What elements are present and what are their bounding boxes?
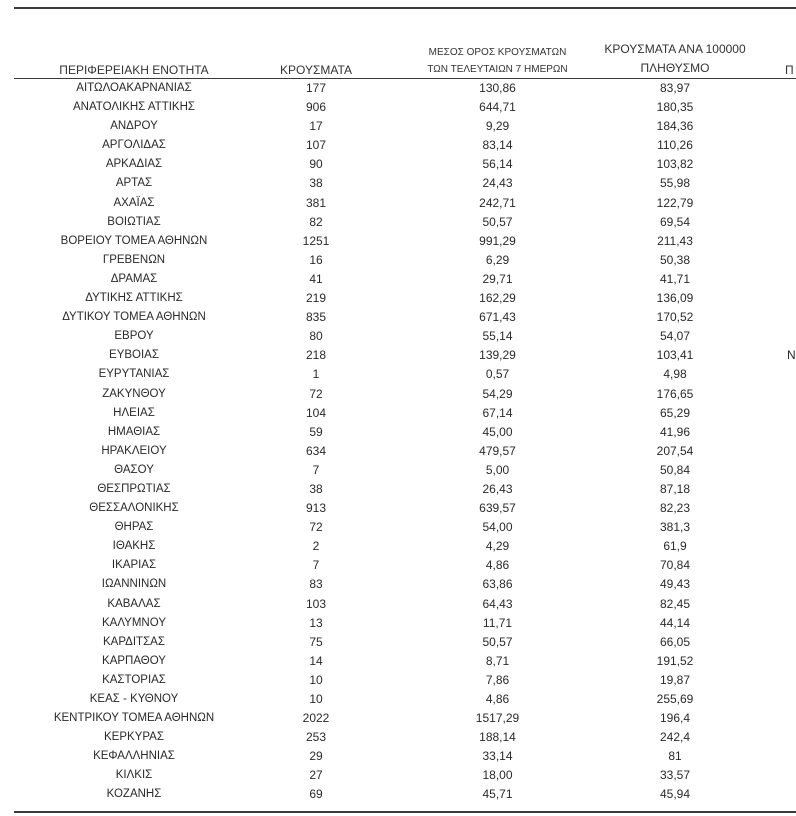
cell-per-100k: 55,98 xyxy=(659,176,691,191)
cell-avg-7-days: 50,57 xyxy=(482,214,513,229)
cell-cases: 75 xyxy=(309,634,323,649)
cell-region: ΘΕΣΣΑΛΟΝΙΚΗΣ xyxy=(89,502,179,515)
table-row xyxy=(0,79,796,98)
cell-region: ΑΝΑΤΟΛΙΚΗΣ ΑΤΤΙΚΗΣ xyxy=(72,101,195,114)
cell-avg-7-days: 29,71 xyxy=(482,271,513,286)
cell-cases: 72 xyxy=(309,520,323,535)
cell-per-100k: 191,52 xyxy=(656,653,694,668)
cell-avg-7-days: 479,57 xyxy=(479,443,516,458)
cell-per-100k: 196,4 xyxy=(659,711,691,726)
cell-region: ΕΥΒΟΙΑΣ xyxy=(109,349,159,362)
table-row xyxy=(0,98,796,117)
cell-cases: 41 xyxy=(309,271,323,286)
cell-region: ΚΕΦΑΛΛΗΝΙΑΣ xyxy=(93,750,175,763)
cell-per-100k: 69,54 xyxy=(659,214,691,229)
cell-region: ΗΡΑΚΛΕΙΟΥ xyxy=(101,444,167,457)
table-row xyxy=(0,537,796,556)
table-row xyxy=(0,174,796,193)
cell-region: ΔΥΤΙΚΗΣ ΑΤΤΙΚΗΣ xyxy=(85,292,183,305)
cell-per-100k: 176,65 xyxy=(656,386,694,401)
cell-region: ΚΑΒΑΛΑΣ xyxy=(107,597,161,610)
header-extra-partial: Π xyxy=(785,63,794,77)
cell-cases: 14 xyxy=(309,653,323,668)
cell-per-100k: 4,98 xyxy=(663,367,687,382)
cell-per-100k: 50,84 xyxy=(659,462,691,477)
cell-avg-7-days: 991,29 xyxy=(479,233,516,248)
cell-cases: 219 xyxy=(305,291,327,306)
cell-per-100k: 61,9 xyxy=(663,539,687,554)
header-per-line2: ΠΛΗΘΥΣΜΟ xyxy=(640,61,710,75)
cell-region: ΑΝΔΡΟΥ xyxy=(110,120,158,133)
table-row xyxy=(0,575,796,594)
cell-region: ΙΩΑΝΝΙΝΩΝ xyxy=(101,578,167,591)
cell-region: ΚΑΡΠΑΘΟΥ xyxy=(102,654,166,667)
bottom-rule xyxy=(14,811,796,813)
cell-region: ΚΕΑΣ - ΚΥΘΝΟΥ xyxy=(89,693,179,705)
cell-avg-7-days: 4,86 xyxy=(485,558,510,573)
cell-cases: 835 xyxy=(305,310,327,325)
cell-cases: 69 xyxy=(309,787,323,802)
cell-region: ΑΧΑΪΑΣ xyxy=(113,196,155,209)
cell-cases: 906 xyxy=(305,100,327,115)
cell-cases: 104 xyxy=(305,405,327,420)
cell-avg-7-days: 26,43 xyxy=(482,481,513,496)
cell-cases: 2 xyxy=(312,539,320,554)
cell-cases: 17 xyxy=(309,119,323,134)
cell-avg-7-days: 11,71 xyxy=(482,615,513,630)
cell-cases: 103 xyxy=(305,596,327,611)
cell-avg-7-days: 18,00 xyxy=(482,768,513,783)
cell-avg-7-days: 639,57 xyxy=(479,501,516,516)
cell-avg-7-days: 130,86 xyxy=(479,81,516,95)
cell-cases: 7 xyxy=(312,462,320,477)
cell-region: ΚΙΛΚΙΣ xyxy=(115,769,153,782)
cell-region: ΔΡΑΜΑΣ xyxy=(110,272,158,285)
table-row xyxy=(0,213,796,232)
cell-cases: 59 xyxy=(309,424,323,439)
cell-cases: 381 xyxy=(305,195,327,210)
cell-avg-7-days: 45,00 xyxy=(482,424,513,439)
table-row xyxy=(0,404,796,423)
cell-avg-7-days: 0,57 xyxy=(485,367,510,382)
cell-avg-7-days: 7,86 xyxy=(485,672,510,687)
cell-per-100k: 54,07 xyxy=(659,329,691,344)
table-row xyxy=(0,728,796,747)
cell-region: ΑΡΤΑΣ xyxy=(115,177,153,190)
cell-region: ΗΜΑΘΙΑΣ xyxy=(107,425,161,438)
cell-cases: 38 xyxy=(309,176,323,191)
cell-per-100k: 207,54 xyxy=(656,443,694,458)
cell-avg-7-days: 6,29 xyxy=(485,252,510,267)
cell-per-100k: 381,3 xyxy=(659,520,691,535)
cell-avg-7-days: 83,14 xyxy=(482,138,513,153)
cell-avg-7-days: 33,14 xyxy=(482,749,513,764)
header-region: ΠΕΡΙΦΕΡΕΙΑΚΗ ΕΝΟΤΗΤΑ xyxy=(59,63,209,77)
table-row xyxy=(0,289,796,308)
cell-per-100k: 180,35 xyxy=(656,100,694,115)
cell-per-100k: 33,57 xyxy=(659,768,691,783)
cell-avg-7-days: 64,43 xyxy=(482,596,513,611)
table-row xyxy=(0,327,796,346)
cell-cases: 634 xyxy=(305,443,327,458)
cell-per-100k: 87,18 xyxy=(659,481,691,496)
table-row xyxy=(0,117,796,136)
cell-cases: 13 xyxy=(309,615,323,630)
cell-region: ΚΕΡΚΥΡΑΣ xyxy=(104,731,164,744)
cell-cases: 218 xyxy=(305,348,327,363)
table-header xyxy=(0,36,796,78)
cell-region: ΖΑΚΥΝΘΟΥ xyxy=(102,387,166,400)
cell-region: ΚΟΖΑΝΗΣ xyxy=(106,788,162,801)
cell-region: ΑΡΚΑΔΙΑΣ xyxy=(105,158,163,171)
cell-per-100k: 82,45 xyxy=(659,596,691,611)
cell-per-100k: 49,43 xyxy=(659,577,691,592)
cell-cases: 90 xyxy=(309,157,323,172)
table-row xyxy=(0,346,796,365)
cell-per-100k: 184,36 xyxy=(656,119,694,134)
header-per-100k xyxy=(590,40,760,78)
cell-avg-7-days: 8,71 xyxy=(485,653,510,668)
cell-cases: 1 xyxy=(312,367,320,382)
table-row xyxy=(0,480,796,499)
cell-per-100k: 19,87 xyxy=(659,672,691,687)
cell-avg-7-days: 5,00 xyxy=(485,462,510,477)
cell-per-100k: 50,38 xyxy=(659,252,691,267)
header-per-line1: ΚΡΟΥΣΜΑΤΑ ΑΝΑ 100000 xyxy=(604,42,746,56)
cell-region: ΕΒΡΟΥ xyxy=(114,330,154,343)
cell-avg-7-days: 188,14 xyxy=(479,730,516,745)
cell-region: ΑΡΓΟΛΙΔΑΣ xyxy=(102,139,166,152)
cell-region: ΓΡΕΒΕΝΩΝ xyxy=(102,253,166,266)
cell-region: ΚΑΛΥΜΝΟΥ xyxy=(102,616,166,629)
header-cases: ΚΡΟΥΣΜΑΤΑ xyxy=(280,63,352,77)
table-row xyxy=(0,709,796,728)
table-row xyxy=(0,690,796,709)
cell-region: ΗΛΕΙΑΣ xyxy=(113,406,155,419)
cell-avg-7-days: 644,71 xyxy=(479,100,516,115)
cell-avg-7-days: 24,43 xyxy=(482,176,513,191)
cell-per-100k: 211,43 xyxy=(657,233,693,248)
header-avg-line1: ΜΕΣΟΣ ΟΡΟΣ ΚΡΟΥΣΜΑΤΩΝ xyxy=(428,47,567,58)
cell-avg-7-days: 50,57 xyxy=(482,634,513,649)
cell-avg-7-days: 56,14 xyxy=(482,157,513,172)
cell-cases: 29 xyxy=(309,749,323,764)
table-row xyxy=(0,365,796,384)
table-row xyxy=(0,499,796,518)
cell-region: ΑΙΤΩΛΟΑΚΑΡΝΑΝΙΑΣ xyxy=(76,82,192,94)
cell-avg-7-days: 162,29 xyxy=(479,291,516,306)
cell-per-100k: 65,29 xyxy=(659,405,691,420)
cell-per-100k: 44,14 xyxy=(659,615,691,630)
cell-avg-7-days: 45,71 xyxy=(482,787,513,802)
table-row xyxy=(0,442,796,461)
table-row xyxy=(0,766,796,785)
table-row xyxy=(0,423,796,442)
cell-per-100k: 81 xyxy=(668,749,682,764)
table-row xyxy=(0,671,796,690)
table-row xyxy=(0,270,796,289)
table-row xyxy=(0,652,796,671)
cell-region: ΚΑΡΔΙΤΣΑΣ xyxy=(103,635,165,648)
table-row xyxy=(0,518,796,537)
table-row xyxy=(0,556,796,575)
cell-per-100k: 41,71 xyxy=(659,271,691,286)
cell-avg-7-days: 54,00 xyxy=(482,520,513,535)
cell-per-100k: 255,69 xyxy=(656,692,694,706)
cell-per-100k: 45,94 xyxy=(659,787,691,802)
cell-cases: 177 xyxy=(305,81,327,95)
cell-cases: 16 xyxy=(309,252,323,267)
cell-cases: 38 xyxy=(309,481,323,496)
cell-cases: 72 xyxy=(309,386,323,401)
table-row xyxy=(0,785,796,804)
cell-cases: 107 xyxy=(305,138,327,153)
table-row xyxy=(0,251,796,270)
header-avg-line2: ΤΩΝ ΤΕΛΕΥΤΑΙΩΝ 7 ΗΜΕΡΩΝ xyxy=(427,64,568,75)
cell-cases: 83 xyxy=(309,577,323,592)
cell-region: ΘΑΣΟΥ xyxy=(114,463,154,476)
cell-per-100k: 103,82 xyxy=(656,157,694,172)
cell-avg-7-days: 63,86 xyxy=(482,577,513,592)
cell-avg-7-days: 4,29 xyxy=(485,539,510,554)
cell-cases: 253 xyxy=(305,730,327,745)
cell-region: ΚΑΣΤΟΡΙΑΣ xyxy=(102,673,166,686)
cell-avg-7-days: 67,14 xyxy=(482,405,513,420)
cell-per-100k: 70,84 xyxy=(659,558,691,573)
table-row xyxy=(0,194,796,213)
table-row xyxy=(0,614,796,633)
cell-avg-7-days: 54,29 xyxy=(482,386,513,401)
cell-region: ΘΗΡΑΣ xyxy=(114,521,154,534)
cell-avg-7-days: 55,14 xyxy=(482,329,513,344)
cell-region: ΕΥΡΥΤΑΝΙΑΣ xyxy=(98,368,170,381)
table-row xyxy=(0,385,796,404)
cell-cases: 1251 xyxy=(302,233,330,248)
cell-per-100k: 136,09 xyxy=(656,291,694,306)
cell-region: ΒΟΡΕΙΟΥ ΤΟΜΕΑ ΑΘΗΝΩΝ xyxy=(60,234,208,247)
cell-avg-7-days: 671,43 xyxy=(479,310,516,325)
cell-region: ΒΟΙΩΤΙΑΣ xyxy=(107,215,161,228)
cell-region: ΔΥΤΙΚΟΥ ΤΟΜΕΑ ΑΘΗΝΩΝ xyxy=(62,311,206,324)
table-row xyxy=(0,461,796,480)
cell-region: ΚΕΝΤΡΙΚΟΥ ΤΟΜΕΑ ΑΘΗΝΩΝ xyxy=(53,712,215,725)
cell-cases: 80 xyxy=(309,329,323,344)
cell-extra-partial: Ν xyxy=(787,348,796,363)
cell-cases: 82 xyxy=(309,214,323,229)
cell-avg-7-days: 139,29 xyxy=(479,348,516,363)
cell-cases: 913 xyxy=(305,501,327,516)
table-row xyxy=(0,232,796,251)
cell-per-100k: 122,79 xyxy=(656,195,694,210)
table-row xyxy=(0,136,796,155)
cell-cases: 2022 xyxy=(302,711,330,726)
table-row xyxy=(0,155,796,174)
cell-per-100k: 41,96 xyxy=(659,424,691,439)
table-row xyxy=(0,633,796,652)
cell-region: ΘΕΣΠΡΩΤΙΑΣ xyxy=(97,482,171,495)
cell-cases: 7 xyxy=(312,558,320,573)
cell-region: ΙΚΑΡΙΑΣ xyxy=(111,559,157,572)
cell-avg-7-days: 9,29 xyxy=(485,119,510,134)
table-row xyxy=(0,595,796,614)
cell-per-100k: 82,23 xyxy=(659,501,691,516)
cell-cases: 10 xyxy=(309,672,323,687)
cell-cases: 10 xyxy=(309,692,323,706)
table-body xyxy=(0,79,796,805)
table-row xyxy=(0,747,796,766)
cell-per-100k: 66,05 xyxy=(659,634,691,649)
cell-per-100k: 83,97 xyxy=(659,81,691,95)
table-row xyxy=(0,308,796,327)
cell-avg-7-days: 242,71 xyxy=(479,195,516,210)
top-rule xyxy=(14,7,796,9)
cell-avg-7-days: 1517,29 xyxy=(475,711,520,726)
cell-region: ΙΘΑΚΗΣ xyxy=(112,540,156,553)
cell-per-100k: 170,52 xyxy=(656,310,694,325)
cell-per-100k: 242,4 xyxy=(659,730,691,745)
cell-cases: 27 xyxy=(309,768,323,783)
cell-avg-7-days: 4,86 xyxy=(485,692,510,706)
header-avg-7-days xyxy=(395,44,600,78)
cell-per-100k: 103,41 xyxy=(656,348,694,363)
cell-per-100k: 110,26 xyxy=(657,138,693,153)
